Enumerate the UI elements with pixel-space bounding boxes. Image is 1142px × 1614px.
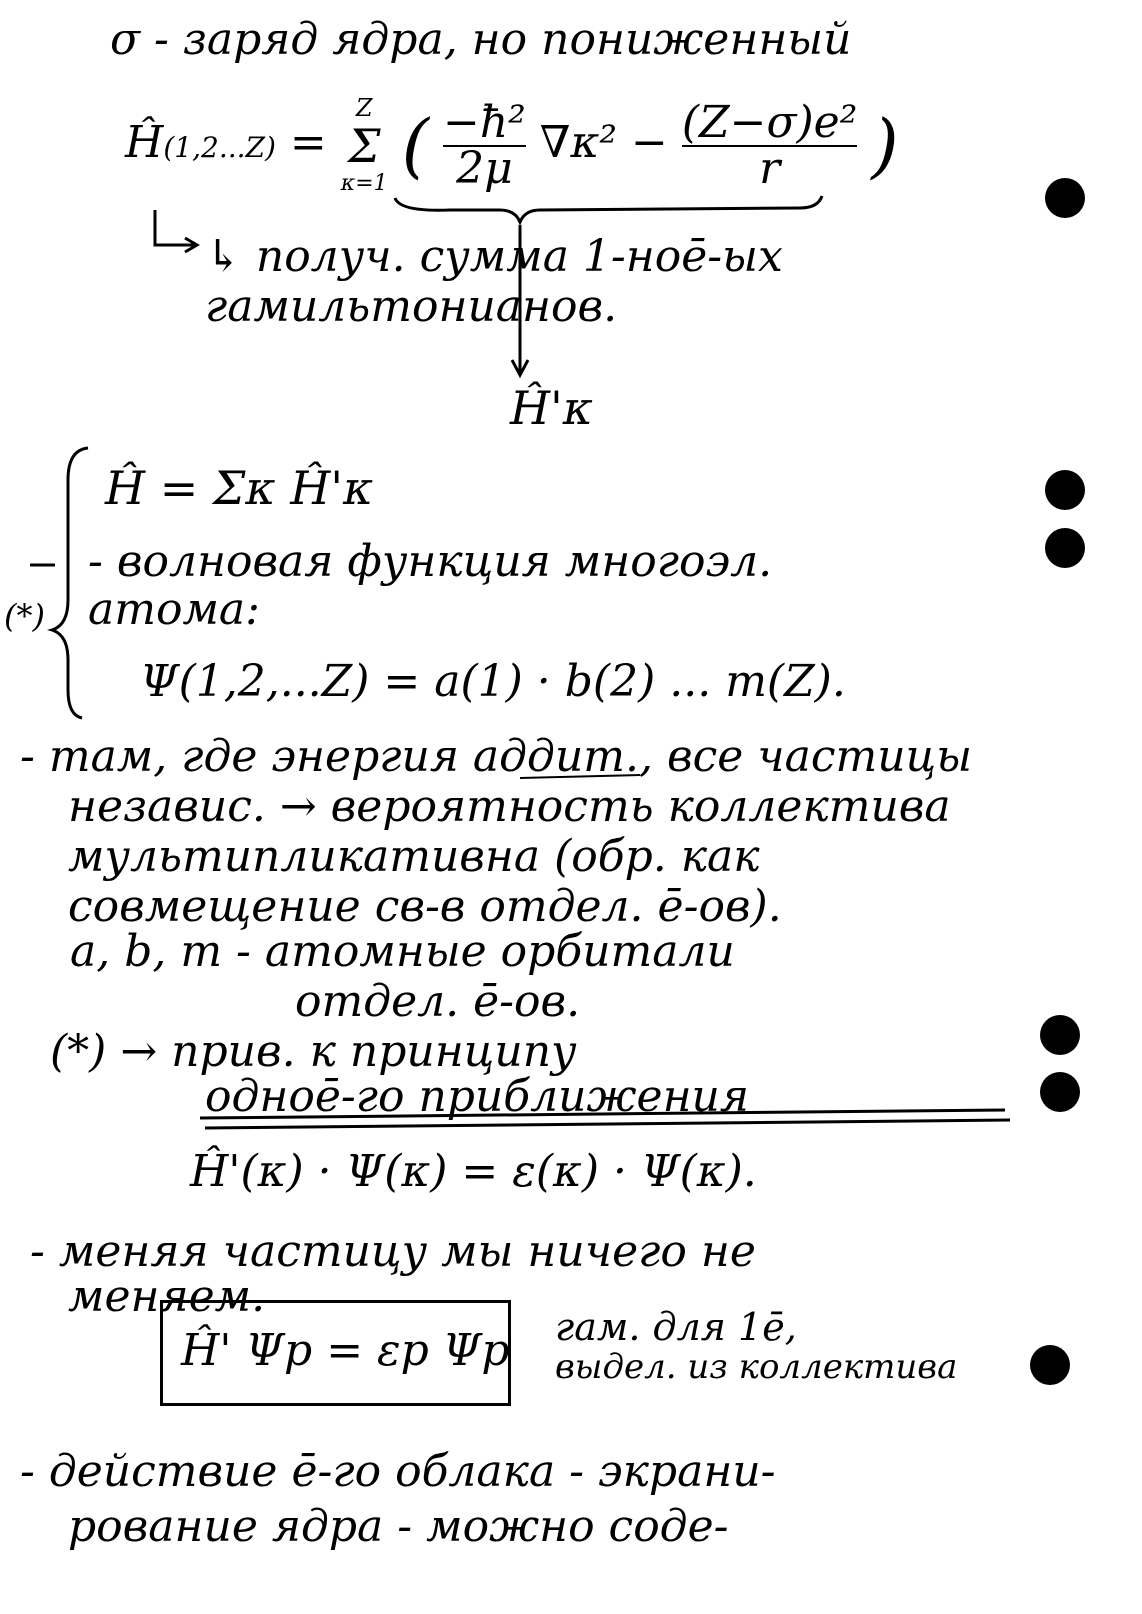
text-line-multiplicative: мультипликативна (обр. как (68, 831, 760, 882)
formula-one-electron-equation: Ĥ'(κ) · Ψ(κ) = ε(κ) · Ψ(κ). (190, 1146, 757, 1197)
formula-h-sum: Ĥ = Σκ Ĥ'κ (105, 461, 374, 515)
text-line-leads-to-principle: (*) → прив. к принципу (50, 1026, 577, 1077)
text-line-atomic-orbitals: a, b, m - атомные орбитали (70, 926, 735, 977)
text-line-sum-of-hamiltonians: ↳ получ. сумма 1-ноē-ых (205, 231, 783, 282)
text-line-energy-additive: - там, где энергия аддит., все частицы (20, 731, 973, 782)
formula-boxed-eigen: Ĥ' Ψp = εp Ψp (181, 1325, 510, 1376)
punch-hole-dot (1045, 178, 1085, 218)
punch-hole-dot (1045, 528, 1085, 568)
punch-hole-dot (1040, 1072, 1080, 1112)
boxed-formula-frame (160, 1300, 511, 1406)
text-line-nucleus-screening: рование ядра - можно соде- (68, 1501, 729, 1552)
text-line-combination: совмещение св-в отдел. ē-ов). (68, 881, 782, 932)
text-line-atom: атома: (88, 584, 260, 635)
text-line-hamiltonians: гамильтонианов. (205, 281, 618, 332)
punch-hole-dot (1045, 470, 1085, 510)
formula-hamiltonian-sum: Ĥ(1,2...Z) = Z Σ κ=1 ( $\frac{\text{−ħ²}}{2\mu}$ ∇κ² − $\frac{\text{(Z−σ)e²}}{r}$ ) (125, 94, 899, 196)
text-line-swapping-particle: - меняя частицу мы ничего не (30, 1226, 756, 1277)
text-line-independent: независ. → вероятность коллектива (68, 781, 951, 832)
text-line-charge-note: σ - заряд ядра, но пониженный (110, 14, 852, 65)
formula-psi-product: Ψ(1,2,...Z) = a(1) · b(2) ... m(Z). (140, 656, 846, 707)
text-line-separated-from-collective: выдел. из коллектива (555, 1347, 958, 1387)
formula-h-prime-k: Ĥ'κ (510, 381, 593, 435)
star-marker: (*) (4, 597, 45, 635)
text-line-electron-cloud: - действие ē-го облака - экрани- (20, 1446, 776, 1497)
punch-hole-dot (1030, 1345, 1070, 1385)
text-line-one-electron-approximation: одноē-го приближения (205, 1071, 750, 1122)
text-line-separate-electrons: отдел. ē-ов. (295, 976, 581, 1027)
text-line-nothing-changes: меняем. (68, 1271, 266, 1322)
text-line-wave-function: - волновая функция многоэл. (88, 536, 773, 587)
punch-hole-dot (1040, 1015, 1080, 1055)
text-line-ham-for-one-electron: гам. для 1ē, (555, 1305, 797, 1349)
